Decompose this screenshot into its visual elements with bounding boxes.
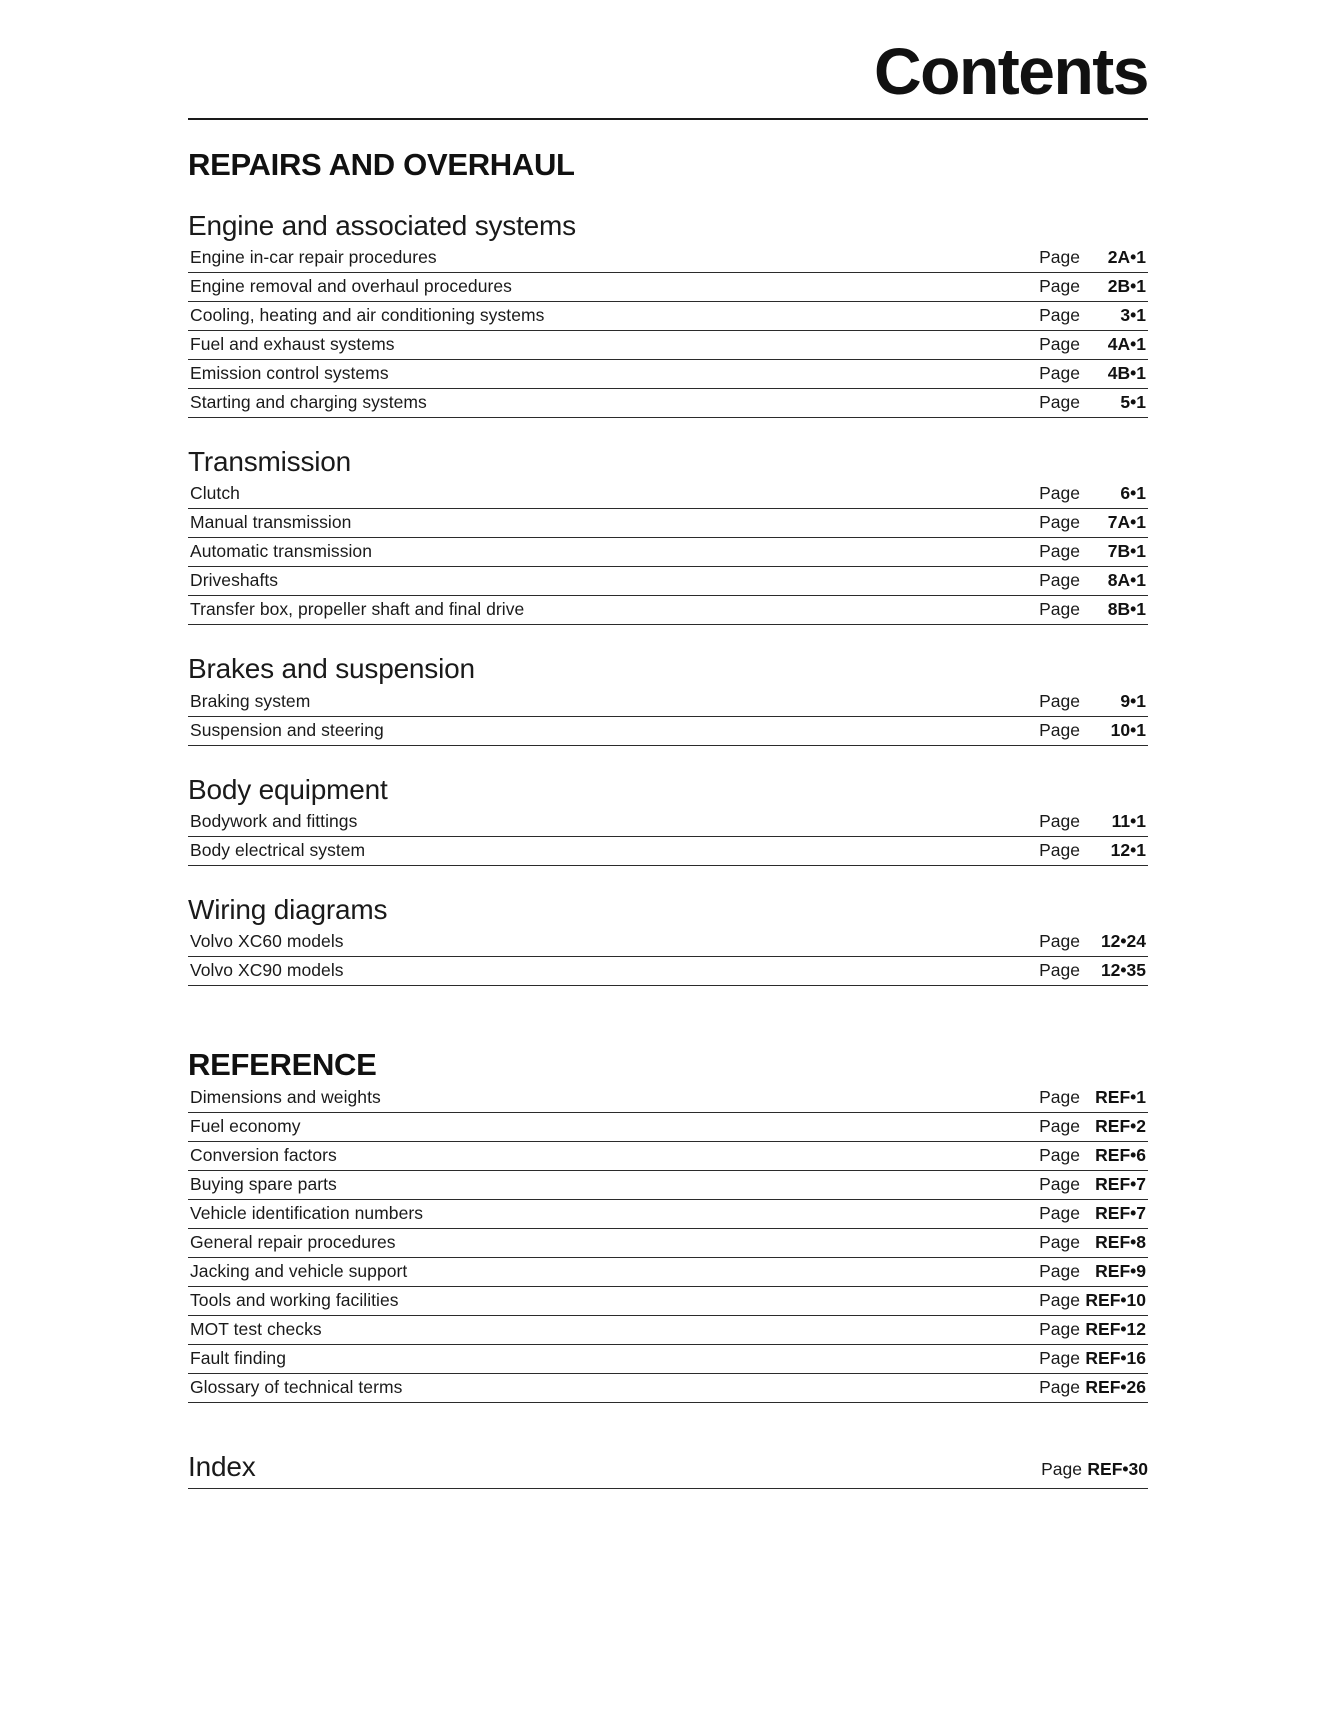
toc-entry-page-number: 12•24 <box>1100 931 1146 952</box>
section-transmission <box>188 446 1148 625</box>
toc-entry-label: Fuel economy <box>190 1116 301 1137</box>
toc-entry-page-word: Page <box>1039 334 1080 355</box>
toc-entry-page-reference <box>1039 691 1146 712</box>
toc-entry-label: Jacking and vehicle support <box>190 1261 408 1282</box>
toc-entry-page-number: REF•6 <box>1095 1145 1146 1166</box>
toc-entry-page-number: REF•7 <box>1095 1203 1146 1224</box>
toc-entry-label: Volvo XC90 models <box>190 960 344 981</box>
toc-entry-page-reference <box>1039 247 1146 268</box>
toc-row[interactable] <box>188 957 1148 986</box>
toc-row[interactable] <box>188 302 1148 331</box>
toc-row[interactable] <box>188 688 1148 717</box>
toc-row[interactable] <box>188 808 1148 837</box>
toc-entry-page-reference <box>1039 483 1146 504</box>
toc-entry-page-reference <box>1039 305 1146 326</box>
toc-row[interactable] <box>188 244 1148 273</box>
toc-entry-label: Fault finding <box>190 1348 286 1369</box>
toc-row[interactable] <box>188 1258 1148 1287</box>
toc-entry-page-number: 7B•1 <box>1107 541 1146 562</box>
toc-entry-page-number: 4A•1 <box>1107 334 1146 355</box>
toc-row[interactable] <box>188 1316 1148 1345</box>
toc-entry-page-word: Page <box>1039 1116 1080 1137</box>
toc-row[interactable] <box>188 1229 1148 1258</box>
index-title: Index <box>188 1451 256 1483</box>
toc-row[interactable] <box>188 1142 1148 1171</box>
toc-entry-label: Manual transmission <box>190 512 352 533</box>
toc-entry-page-word: Page <box>1039 512 1080 533</box>
toc-entry-label: Tools and working facilities <box>190 1290 399 1311</box>
index-page-number: REF•30 <box>1087 1459 1148 1480</box>
toc-entry-page-number: REF•7 <box>1095 1174 1146 1195</box>
toc-entry-page-reference <box>1039 1261 1146 1282</box>
toc-entry-page-number: REF•10 <box>1085 1290 1146 1311</box>
toc-row[interactable] <box>188 1374 1148 1403</box>
index-block <box>188 1451 1148 1489</box>
toc-entry-page-number: 4B•1 <box>1107 363 1146 384</box>
toc-entry-page-reference <box>1039 931 1146 952</box>
toc-entry-label: MOT test checks <box>190 1319 322 1340</box>
toc-entry-page-word: Page <box>1039 276 1080 297</box>
section-title-wiring-diagrams: Wiring diagrams <box>188 893 388 925</box>
toc-entry-page-number: 6•1 <box>1120 483 1146 504</box>
content-area <box>188 0 1148 1489</box>
toc-row[interactable] <box>188 928 1148 957</box>
toc-entry-page-word: Page <box>1039 1261 1080 1282</box>
part-title-repairs-and-overhaul: REPAIRS AND OVERHAUL <box>188 147 575 182</box>
toc-entry-page-number: 10•1 <box>1110 719 1146 740</box>
toc-entry-page-word: Page <box>1039 392 1080 413</box>
part-title-reference: REFERENCE <box>188 1047 377 1083</box>
masthead <box>188 0 1148 126</box>
toc-entry-page-word: Page <box>1039 839 1080 860</box>
toc-entry-page-word: Page <box>1039 690 1080 711</box>
toc-entry-label: Emission control systems <box>190 363 389 384</box>
toc-entry-page-word: Page <box>1039 810 1080 831</box>
toc-entry-label: Driveshafts <box>190 570 279 591</box>
toc-entry-page-number: REF•26 <box>1085 1377 1146 1398</box>
toc-row[interactable] <box>188 509 1148 538</box>
toc-entry-page-number: 3•1 <box>1120 305 1146 326</box>
toc-entry-page-reference <box>1039 1348 1146 1369</box>
toc-entry-page-number: REF•12 <box>1085 1319 1146 1340</box>
toc-entry-page-reference <box>1039 1145 1146 1166</box>
toc-entry-page-number: 8B•1 <box>1107 599 1146 620</box>
index-row[interactable] <box>188 1451 1148 1489</box>
toc-row[interactable] <box>188 1345 1148 1374</box>
toc-entry-page-reference <box>1039 840 1146 861</box>
toc-entry-page-reference <box>1039 541 1146 562</box>
toc-entry-label: Glossary of technical terms <box>190 1377 403 1398</box>
index-page-reference <box>1041 1459 1148 1483</box>
toc-entry-label: Suspension and steering <box>190 719 384 740</box>
toc-row[interactable] <box>188 1171 1148 1200</box>
toc-entry-page-number: 2B•1 <box>1107 276 1146 297</box>
index-page-word: Page <box>1041 1459 1082 1480</box>
section-wiring-diagrams <box>188 894 1148 986</box>
toc-entry-page-word: Page <box>1039 931 1080 952</box>
toc-entry-page-word: Page <box>1039 570 1080 591</box>
toc-entry-page-number: 7A•1 <box>1107 512 1146 533</box>
toc-row[interactable] <box>188 480 1148 509</box>
toc-entry-label: Bodywork and fittings <box>190 810 358 831</box>
toc-entry-page-reference <box>1039 570 1146 591</box>
toc-entry-page-word: Page <box>1039 541 1080 562</box>
toc-row[interactable] <box>188 1287 1148 1316</box>
toc-entry-page-reference <box>1039 1319 1146 1340</box>
toc-entry-page-word: Page <box>1039 305 1080 326</box>
section-body-equipment <box>188 774 1148 866</box>
toc-entry-page-word: Page <box>1039 1319 1080 1340</box>
toc-entry-page-reference <box>1039 599 1146 620</box>
toc-entry-page-number: REF•16 <box>1085 1348 1146 1369</box>
toc-entry-label: Engine in-car repair procedures <box>190 247 437 268</box>
toc-entry-label: Automatic transmission <box>190 541 372 562</box>
toc-entry-page-reference <box>1039 276 1146 297</box>
toc-entry-page-word: Page <box>1039 1087 1080 1108</box>
section-title-engine-and-associated-systems: Engine and associated systems <box>188 210 576 242</box>
toc-row[interactable] <box>188 837 1148 866</box>
toc-entry-page-number: REF•2 <box>1095 1116 1146 1137</box>
toc-entry-page-word: Page <box>1039 1348 1080 1369</box>
toc-entry-page-number: 11•1 <box>1111 810 1146 831</box>
section-reference-entries <box>188 1084 1148 1403</box>
toc-entry-page-word: Page <box>1039 483 1080 504</box>
toc-entry-page-number: REF•9 <box>1095 1261 1146 1282</box>
toc-entry-page-number: 5•1 <box>1120 392 1146 413</box>
section-engine-and-associated-systems <box>188 210 1148 418</box>
part-reference <box>188 1048 1148 1403</box>
toc-entry-page-reference <box>1039 1377 1146 1398</box>
toc-entry-page-reference <box>1039 1203 1146 1224</box>
toc-entry-page-word: Page <box>1039 363 1080 384</box>
toc-entry-page-word: Page <box>1039 1377 1080 1398</box>
toc-entry-label: Volvo XC60 models <box>190 931 344 952</box>
toc-entry-page-word: Page <box>1039 247 1080 268</box>
toc-entry-page-reference <box>1039 1087 1146 1108</box>
toc-row[interactable] <box>188 538 1148 567</box>
toc-entry-page-number: REF•1 <box>1095 1087 1146 1108</box>
toc-entry-label: General repair procedures <box>190 1232 396 1253</box>
toc-entry-page-reference <box>1039 512 1146 533</box>
toc-row[interactable] <box>188 389 1148 418</box>
section-title-body-equipment: Body equipment <box>188 773 388 805</box>
masthead-divider <box>188 118 1148 120</box>
toc-entry-page-word: Page <box>1039 1290 1080 1311</box>
toc-row[interactable] <box>188 331 1148 360</box>
toc-entry-page-word: Page <box>1039 1145 1080 1166</box>
toc-entry-page-reference <box>1039 1116 1146 1137</box>
toc-entry-page-word: Page <box>1039 1174 1080 1195</box>
toc-entry-label: Engine removal and overhaul procedures <box>190 276 512 297</box>
toc-entry-label: Dimensions and weights <box>190 1087 381 1108</box>
toc-entry-page-number: 12•35 <box>1100 960 1146 981</box>
toc-entry-label: Buying spare parts <box>190 1174 337 1195</box>
toc-entry-page-reference <box>1039 1174 1146 1195</box>
toc-entry-page-number: 8A•1 <box>1107 570 1146 591</box>
toc-row[interactable] <box>188 360 1148 389</box>
toc-entry-page-number: 9•1 <box>1120 690 1146 711</box>
toc-entry-label: Clutch <box>190 483 240 504</box>
toc-entry-label: Conversion factors <box>190 1145 337 1166</box>
toc-entry-page-number: REF•8 <box>1095 1232 1146 1253</box>
parts-root <box>188 148 1148 1403</box>
toc-entry-page-reference <box>1039 720 1146 741</box>
toc-entry-label: Braking system <box>190 690 311 711</box>
toc-entry-page-word: Page <box>1039 719 1080 740</box>
toc-entry-page-word: Page <box>1039 1232 1080 1253</box>
toc-entry-page-reference <box>1039 1232 1146 1253</box>
toc-entry-page-word: Page <box>1039 599 1080 620</box>
toc-row[interactable] <box>188 1113 1148 1142</box>
toc-entry-label: Transfer box, propeller shaft and final drive <box>190 599 525 620</box>
toc-entry-page-word: Page <box>1039 1203 1080 1224</box>
toc-entry-page-word: Page <box>1039 960 1080 981</box>
page-title: Contents <box>874 34 1148 108</box>
section-title-brakes-and-suspension: Brakes and suspension <box>188 653 475 685</box>
toc-entry-page-number: 2A•1 <box>1107 247 1146 268</box>
toc-entry-page-reference <box>1039 334 1146 355</box>
section-title-transmission: Transmission <box>188 446 352 478</box>
toc-entry-page-number: 12•1 <box>1110 839 1146 860</box>
part-repairs-and-overhaul <box>188 148 1148 986</box>
toc-row[interactable] <box>188 567 1148 596</box>
toc-entry-page-reference <box>1039 392 1146 413</box>
toc-entry-label: Vehicle identification numbers <box>190 1203 424 1224</box>
toc-row[interactable] <box>188 717 1148 746</box>
toc-entry-label: Body electrical system <box>190 839 366 860</box>
toc-entry-page-reference <box>1039 811 1146 832</box>
section-brakes-and-suspension <box>188 653 1148 745</box>
toc-row[interactable] <box>188 1200 1148 1229</box>
toc-entry-page-reference <box>1039 960 1146 981</box>
toc-entry-label: Fuel and exhaust systems <box>190 334 395 355</box>
toc-entry-page-reference <box>1039 1290 1146 1311</box>
toc-row[interactable] <box>188 596 1148 625</box>
toc-entry-label: Cooling, heating and air conditioning systems <box>190 305 545 326</box>
toc-entry-page-reference <box>1039 363 1146 384</box>
toc-row[interactable] <box>188 1084 1148 1113</box>
toc-row[interactable] <box>188 273 1148 302</box>
toc-entry-label: Starting and charging systems <box>190 392 427 413</box>
